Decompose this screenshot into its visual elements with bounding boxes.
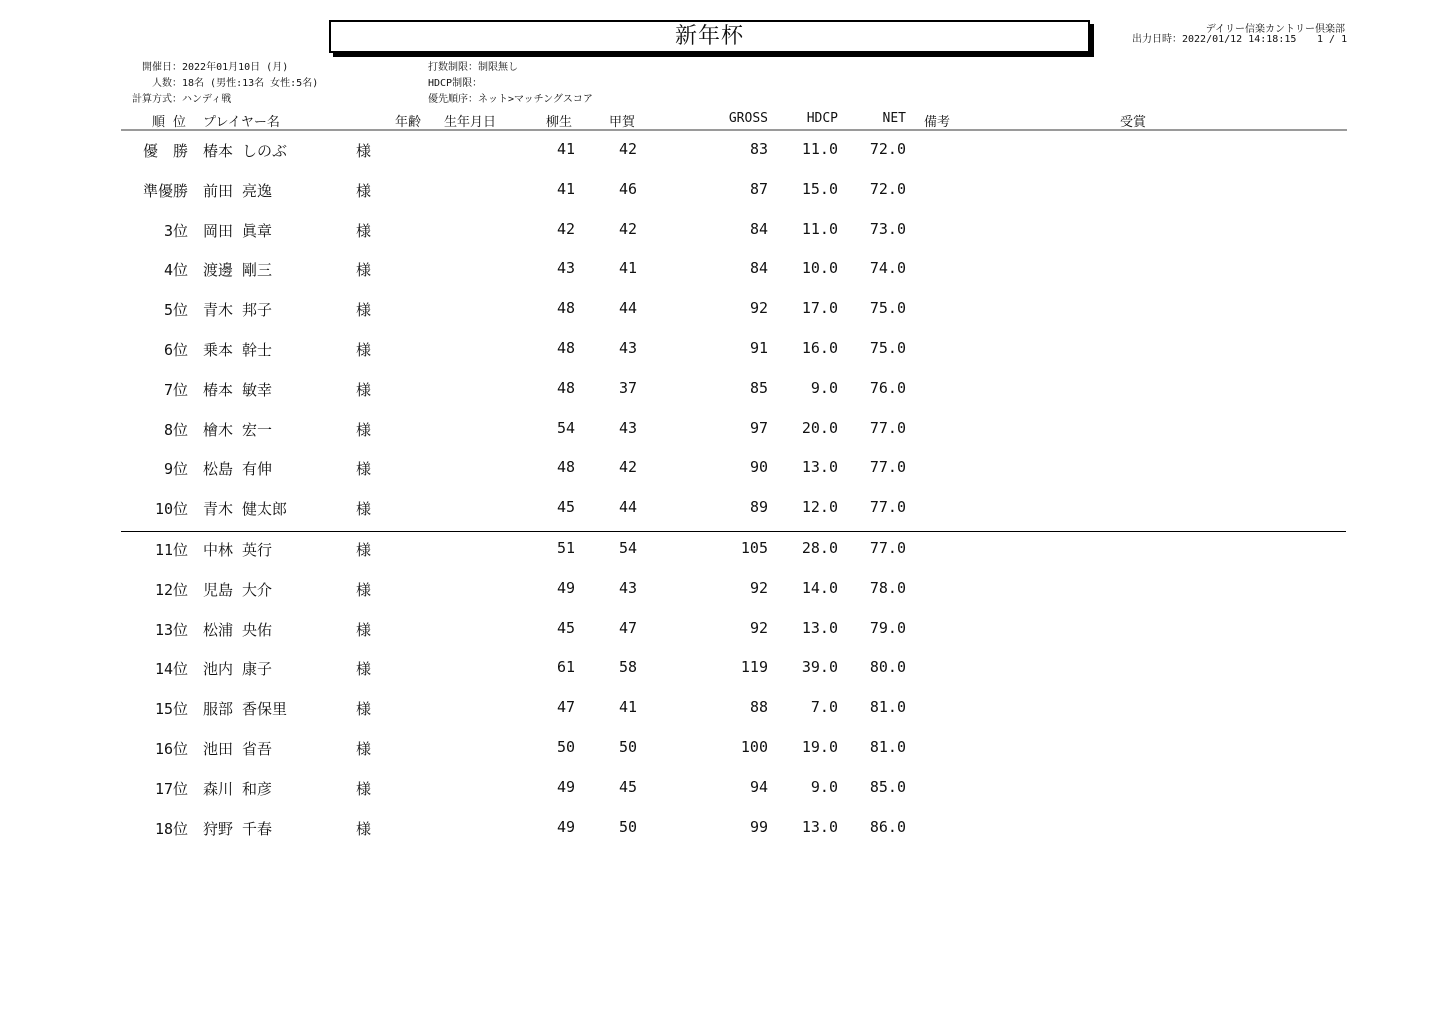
- rank-cell: 13位: [154, 620, 188, 639]
- net-score: 72.0: [869, 140, 906, 158]
- col-header-hdcp: HDCP: [806, 111, 838, 126]
- honorific: 様: [356, 500, 372, 519]
- table-row: [0, 498, 1433, 518]
- honorific: 様: [356, 420, 372, 439]
- out-score: 54: [556, 418, 575, 437]
- table-row: [0, 140, 1433, 160]
- meta-count-label: 人数：: [152, 78, 182, 89]
- honorific: 様: [356, 620, 372, 639]
- player-name: 渡邊 剛三: [203, 261, 273, 280]
- table-row: [0, 458, 1433, 478]
- rank-cell: 7位: [163, 380, 188, 399]
- meta-hdcp-limit: HDCP制限：: [428, 78, 483, 89]
- table-row: [0, 299, 1433, 319]
- gross-score: 97: [749, 418, 768, 437]
- in-score: 41: [618, 698, 637, 717]
- hdcp-value: 15.0: [801, 179, 838, 198]
- club-name: デイリー信楽カントリー倶楽部: [1205, 24, 1345, 35]
- col-header-gross: GROSS: [728, 111, 768, 126]
- player-name: 児島 大介: [203, 580, 273, 599]
- col-header-birthday: 生年月日: [444, 115, 497, 130]
- player-name: 青木 邦子: [203, 301, 273, 320]
- net-score: 86.0: [869, 817, 906, 836]
- in-score: 47: [618, 618, 637, 637]
- rank-cell: 15位: [154, 700, 188, 719]
- gross-score: 89: [749, 498, 768, 517]
- col-header-award: 受賞: [1120, 115, 1147, 130]
- net-score: 72.0: [869, 179, 906, 198]
- meta-date-value: 2022年01月10日 (月): [182, 62, 289, 73]
- in-score: 50: [618, 817, 637, 836]
- honorific: 様: [356, 740, 372, 758]
- out-score: 51: [556, 539, 575, 557]
- honorific: 様: [356, 221, 372, 240]
- in-score: 54: [618, 539, 637, 557]
- meta-stroke-limit: 打数制限：制限無し: [428, 62, 518, 73]
- meta-count: [120, 77, 318, 91]
- net-score: 80.0: [869, 658, 906, 677]
- net-score: 77.0: [869, 539, 906, 557]
- hdcp-value: 9.0: [810, 777, 838, 796]
- out-score: 48: [556, 458, 575, 477]
- gross-score: 83: [749, 140, 768, 158]
- col-header-out: 柳生: [546, 115, 573, 130]
- top-ten-divider: [121, 531, 1346, 532]
- hdcp-value: 10.0: [801, 259, 838, 278]
- col-header-age: 年齢: [395, 115, 422, 130]
- hdcp-value: 13.0: [801, 618, 838, 637]
- hdcp-value: 19.0: [801, 738, 838, 756]
- gross-score: 90: [749, 458, 768, 477]
- rank-cell: 16位: [154, 740, 188, 758]
- net-score: 75.0: [869, 339, 906, 357]
- gross-score: 85: [749, 378, 768, 397]
- player-name: 狩野 千春: [203, 819, 273, 838]
- hdcp-value: 11.0: [801, 219, 838, 238]
- rank-cell: 17位: [154, 779, 188, 798]
- player-name: 服部 香保里: [203, 700, 288, 719]
- in-score: 44: [618, 498, 637, 517]
- honorific: 様: [356, 142, 372, 160]
- meta-method-label: 計算方式：: [132, 94, 182, 105]
- net-score: 77.0: [869, 458, 906, 477]
- hdcp-value: 11.0: [801, 140, 838, 158]
- output-date: 出力日時：2022/01/12 14:18:15: [1132, 34, 1297, 45]
- net-score: 81.0: [869, 698, 906, 717]
- rank-cell: 優 勝: [142, 142, 188, 160]
- out-score: 41: [556, 140, 575, 158]
- player-name: 檜木 宏一: [203, 420, 273, 439]
- out-score: 42: [556, 219, 575, 238]
- col-header-in: 甲賀: [609, 115, 636, 130]
- in-score: 43: [618, 339, 637, 357]
- table-row: [0, 180, 1433, 200]
- table-row: [0, 259, 1433, 279]
- hdcp-value: 39.0: [801, 658, 838, 677]
- out-score: 49: [556, 777, 575, 796]
- table-row: [0, 539, 1433, 559]
- rank-cell: 準優勝: [142, 181, 188, 200]
- meta-date-label: 開催日：: [142, 62, 182, 73]
- gross-score: 87: [749, 179, 768, 198]
- table-row: [0, 818, 1433, 838]
- report-title: 新年杯: [674, 24, 744, 49]
- col-header-remarks: 備考: [924, 115, 951, 130]
- player-name: 池田 省吾: [203, 740, 273, 758]
- honorific: 様: [356, 181, 372, 200]
- rank-cell: 5位: [163, 301, 188, 320]
- col-header-rank: 順 位: [152, 115, 186, 130]
- honorific: 様: [356, 541, 372, 559]
- rank-cell: 10位: [154, 500, 188, 519]
- out-score: 45: [556, 618, 575, 637]
- player-name: 青木 健太郎: [203, 500, 288, 519]
- rank-cell: 8位: [163, 420, 188, 439]
- rank-cell: 11位: [154, 541, 188, 559]
- in-score: 37: [618, 378, 637, 397]
- net-score: 74.0: [869, 259, 906, 278]
- net-score: 79.0: [869, 618, 906, 637]
- out-score: 50: [556, 738, 575, 756]
- rank-cell: 12位: [154, 580, 188, 599]
- out-score: 43: [556, 259, 575, 278]
- hdcp-value: 12.0: [801, 498, 838, 517]
- honorific: 様: [356, 580, 372, 599]
- player-name: 前田 亮逸: [203, 181, 273, 200]
- net-score: 76.0: [869, 378, 906, 397]
- in-score: 41: [618, 259, 637, 278]
- honorific: 様: [356, 779, 372, 798]
- in-score: 46: [618, 179, 637, 198]
- gross-score: 92: [749, 578, 768, 597]
- table-row: [0, 778, 1433, 798]
- hdcp-value: 14.0: [801, 578, 838, 597]
- hdcp-value: 13.0: [801, 817, 838, 836]
- net-score: 81.0: [869, 738, 906, 756]
- in-score: 42: [618, 458, 637, 477]
- hdcp-value: 17.0: [801, 299, 838, 318]
- gross-score: 91: [749, 339, 768, 357]
- hdcp-value: 16.0: [801, 339, 838, 357]
- honorific: 様: [356, 660, 372, 679]
- report-title-box: [329, 20, 1090, 53]
- gross-score: 84: [749, 259, 768, 278]
- player-name: 池内 康子: [203, 660, 273, 679]
- honorific: 様: [356, 301, 372, 320]
- honorific: 様: [356, 380, 372, 399]
- player-name: 松浦 央佑: [203, 620, 273, 639]
- table-row: [0, 220, 1433, 240]
- col-header-player: プレイヤー名: [203, 115, 280, 130]
- out-score: 48: [556, 339, 575, 357]
- gross-score: 88: [749, 698, 768, 717]
- gross-score: 92: [749, 618, 768, 637]
- player-name: 乗本 幹士: [203, 341, 273, 359]
- honorific: 様: [356, 261, 372, 280]
- in-score: 45: [618, 777, 637, 796]
- gross-score: 84: [749, 219, 768, 238]
- rank-cell: 3位: [163, 221, 188, 240]
- in-score: 43: [618, 418, 637, 437]
- out-score: 49: [556, 578, 575, 597]
- page-number: 1 / 1: [1317, 34, 1348, 45]
- in-score: 58: [618, 658, 637, 677]
- net-score: 73.0: [869, 219, 906, 238]
- in-score: 50: [618, 738, 637, 756]
- out-score: 48: [556, 378, 575, 397]
- gross-score: 99: [749, 817, 768, 836]
- col-header-net: NET: [882, 111, 906, 126]
- out-score: 61: [556, 658, 575, 677]
- hdcp-value: 20.0: [801, 418, 838, 437]
- hdcp-value: 7.0: [810, 698, 838, 717]
- out-score: 48: [556, 299, 575, 318]
- net-score: 85.0: [869, 777, 906, 796]
- table-row: [0, 658, 1433, 678]
- in-score: 42: [618, 140, 637, 158]
- table-row: [0, 379, 1433, 399]
- net-score: 77.0: [869, 498, 906, 517]
- hdcp-value: 9.0: [810, 378, 838, 397]
- header-rule: [121, 129, 1347, 131]
- player-name: 中林 英行: [203, 541, 273, 559]
- meta-method-value: ハンディ戦: [182, 94, 232, 105]
- out-score: 45: [556, 498, 575, 517]
- honorific: 様: [356, 460, 372, 479]
- out-score: 49: [556, 817, 575, 836]
- meta-date: [120, 61, 288, 75]
- honorific: 様: [356, 819, 372, 838]
- rank-cell: 18位: [154, 819, 188, 838]
- honorific: 様: [356, 700, 372, 719]
- gross-score: 100: [740, 738, 768, 756]
- rank-cell: 4位: [163, 261, 188, 280]
- player-name: 森川 和彦: [203, 779, 273, 798]
- player-name: 松島 有伸: [203, 460, 273, 479]
- player-name: 椿本 敏幸: [203, 380, 273, 399]
- out-score: 47: [556, 698, 575, 717]
- in-score: 44: [618, 299, 637, 318]
- table-row: [0, 619, 1433, 639]
- table-row: [0, 738, 1433, 758]
- gross-score: 105: [740, 539, 768, 557]
- net-score: 78.0: [869, 578, 906, 597]
- gross-score: 92: [749, 299, 768, 318]
- gross-score: 94: [749, 777, 768, 796]
- rank-cell: 9位: [163, 460, 188, 479]
- out-score: 41: [556, 179, 575, 198]
- in-score: 43: [618, 578, 637, 597]
- hdcp-value: 13.0: [801, 458, 838, 477]
- in-score: 42: [618, 219, 637, 238]
- gross-score: 119: [740, 658, 768, 677]
- player-name: 岡田 眞章: [203, 221, 273, 240]
- net-score: 75.0: [869, 299, 906, 318]
- meta-count-value: 18名 (男性:13名 女性:5名): [182, 78, 319, 89]
- honorific: 様: [356, 341, 372, 359]
- player-name: 椿本 しのぶ: [203, 142, 288, 160]
- meta-method: [120, 93, 231, 107]
- table-row: [0, 579, 1433, 599]
- rank-cell: 6位: [163, 341, 188, 359]
- table-row: [0, 419, 1433, 439]
- rank-cell: 14位: [154, 660, 188, 679]
- table-row: [0, 339, 1433, 359]
- hdcp-value: 28.0: [801, 539, 838, 557]
- net-score: 77.0: [869, 418, 906, 437]
- meta-priority: 優先順序：ネット>マッチングスコア: [428, 94, 593, 105]
- table-row: [0, 698, 1433, 718]
